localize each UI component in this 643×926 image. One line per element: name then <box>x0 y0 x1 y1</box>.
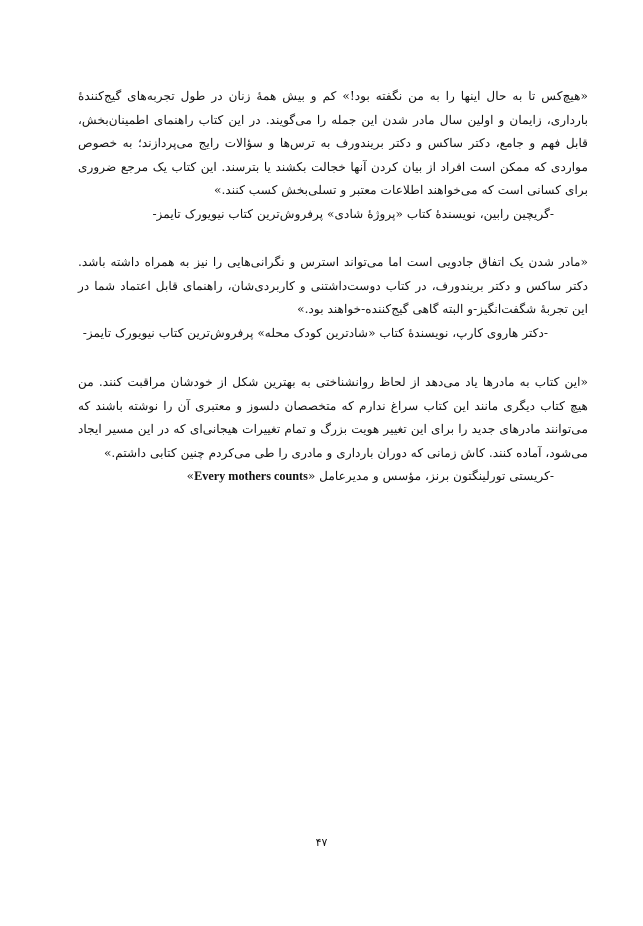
quote-text: «این کتاب به مادرها یاد می‌دهد از لحاظ روانشناختی به بهترین شکل از خودشان مراقبت کنند. من هیچ کتاب دیگری مانند این کتاب سراغ ندارم که متخصصان دلسوز و معتبری آن را نوشته باشند که می‌توانند مادرهای جدید را برای این تغییر هویت بزرگ و تمام تغییرات هیجانی‌ای که در این مسیر ایجاد می‌شود، آماده کنند. کاش زمانی که دوران بارداری و مادری را طی می‌کردم چنین کتابی داشتم.» <box>78 375 588 460</box>
quote-text: «هیچ‌کس تا به حال اینها را به من نگفته بود!» کم و بیش همهٔ زنان در طول تجربه‌های گیج‌کنندهٔ بارداری، زایمان و اولین سال مادر شدن این جمله را می‌گویند. در این کتاب راهنمای اطمینان‌بخش، قابل فهم و جامع، دکتر ساکس و دکتر بریندورف به ترس‌ها و سؤالات رایج می‌پردازند؛ به خصوص مواردی که ممکن است افراد از بیان کردن آنها خجالت بکشند یا بترسند. این کتاب یک مرجع ضروری برای کسانی است که می‌خواهند اطلاعات معتبر و تسلی‌بخش کسب کنند.» <box>78 89 588 197</box>
quote-attribution: -گریچین رابین، نویسندهٔ کتاب «پروژهٔ شادی» پرفروش‌ترین کتاب نیویورک تایمز- <box>152 206 554 221</box>
quote-attribution: -دکتر هاروی کارپ، نویسندهٔ کتاب «شادترین کودک محله» پرفروش‌ترین کتاب نیویورک تایمز- <box>82 325 548 340</box>
quote-text: «مادر شدن یک اتفاق جادویی است اما می‌تواند استرس و نگرانی‌هایی را نیز به همراه داشته باشد. دکتر ساکس و دکتر بریندورف، در کتاب دوست‌داشتنی و کاربردی‌شان، راهنمای قابل اعتماد شما در این تجربهٔ شگفت‌انگیز-و البته گاهی گیج‌کننده-خواهند بود.» <box>78 255 588 316</box>
organization-name: Every mothers counts <box>194 469 308 483</box>
quote-attribution <box>78 465 588 489</box>
page-number: ۴۷ <box>315 836 328 849</box>
attribution-suffix: » <box>186 469 195 483</box>
attribution-prefix: -کریستی تورلینگتون برنز، مؤسس و مدیرعامل « <box>307 469 554 483</box>
quote-block-3 <box>78 371 588 489</box>
quote-block-2 <box>78 251 588 345</box>
quote-block-1 <box>78 85 588 226</box>
